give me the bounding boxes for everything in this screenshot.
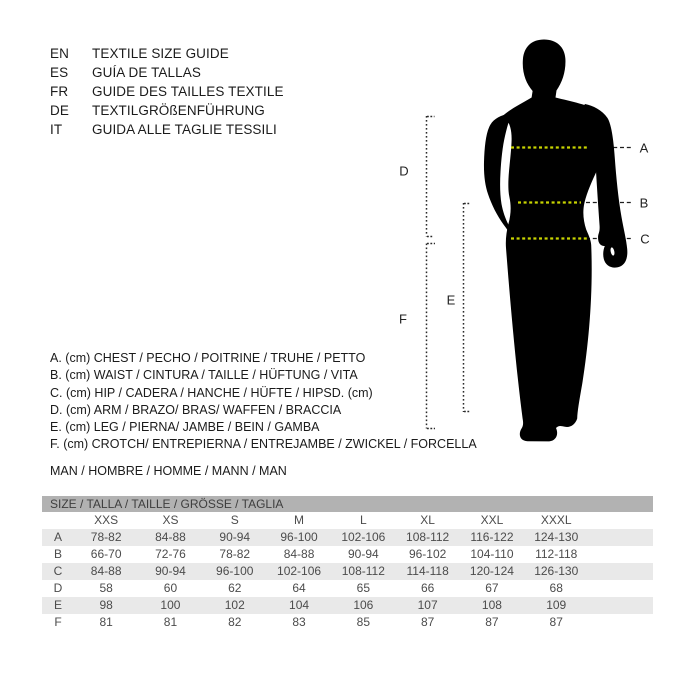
column-spacer [588, 614, 653, 631]
table-cell: 102 [224, 598, 245, 612]
table-cell: 67 [485, 581, 499, 595]
column-header-m: M [294, 513, 305, 527]
table-cell: 120-124 [469, 564, 514, 578]
legend-item-arm: D. (cm) ARM / BRAZO/ BRAS/ WAFFEN / BRACCIA [50, 402, 342, 417]
column-header-xxl: XXL [480, 513, 504, 527]
table-cell: 64 [292, 581, 306, 595]
guide-title: GUIDE DES TAILLES TEXTILE [92, 84, 284, 99]
table-cell: 72-76 [155, 547, 186, 561]
table-cell: 81 [99, 615, 113, 629]
table-cell: 102-106 [277, 564, 322, 578]
guide-title: GUÍA DE TALLAS [92, 65, 201, 80]
language-code: FR [50, 84, 69, 99]
table-cell: 58 [99, 581, 113, 595]
legend-item-crotch: F. (cm) CROTCH/ ENTREPIERNA / ENTREJAMBE / ZWICKEL / FORCELLA [50, 437, 477, 452]
column-header-blank [42, 512, 74, 529]
table-cell: 96-102 [408, 547, 447, 561]
table-cell: 81 [163, 615, 178, 629]
table-row [42, 529, 653, 546]
column-header-xl: XL [420, 513, 435, 527]
measure-label-c: C [640, 231, 650, 247]
column-header-xxs: XXS [94, 513, 119, 527]
table-cell: 114-118 [406, 564, 449, 578]
table-row [42, 614, 653, 631]
table-cell: 98 [99, 598, 113, 612]
table-cell: 82 [228, 615, 242, 629]
table-cell: 83 [292, 615, 306, 629]
language-code: ES [50, 65, 69, 80]
column-header-xs: XS [162, 513, 179, 527]
table-cell: 68 [549, 581, 563, 595]
measure-label-e: E [446, 292, 456, 308]
row-label: C [53, 564, 63, 578]
table-cell: 96-100 [280, 530, 318, 544]
measure-label-a: A [639, 140, 649, 156]
table-cell: 87 [549, 615, 563, 629]
size-table [42, 496, 653, 631]
table-row [42, 563, 653, 580]
table-cell: 109 [546, 598, 567, 612]
table-cell: 90-94 [219, 530, 251, 544]
table-cell: 78-82 [90, 530, 122, 544]
guide-title: TEXTILGRÖßENFÜHRUNG [92, 103, 265, 118]
language-code: DE [50, 103, 69, 118]
table-cell: 96-100 [216, 564, 254, 578]
table-cell: 84-88 [155, 530, 186, 544]
language-code: EN [50, 46, 69, 61]
guide-title: GUIDA ALLE TAGLIE TESSILI [92, 122, 277, 137]
table-cell: 90-94 [155, 564, 186, 578]
table-cell: 66 [420, 581, 435, 595]
guide-title: TEXTILE SIZE GUIDE [92, 46, 229, 61]
table-cell: 90-94 [347, 547, 379, 561]
row-label: A [53, 530, 62, 544]
table-cell: 78-82 [219, 547, 251, 561]
table-cell: 85 [356, 615, 371, 629]
table-cell: 108-112 [341, 564, 385, 578]
language-code: IT [50, 122, 63, 137]
column-spacer [588, 512, 653, 529]
table-cell: 116-122 [470, 530, 514, 544]
row-label: F [54, 615, 62, 629]
table-cell: 87 [420, 615, 435, 629]
table-cell: 62 [228, 581, 242, 595]
row-label: D [53, 581, 63, 595]
row-label: B [53, 547, 62, 561]
gender-line: MAN / HOMBRE / HOMME / MANN / MAN [50, 464, 287, 478]
row-label: E [53, 598, 62, 612]
table-cell: 112-118 [535, 547, 578, 561]
legend-item-waist: B. (cm) WAIST / CINTURA / TAILLE / HÜFTUNG / VITA [50, 368, 358, 383]
column-spacer [588, 580, 653, 597]
table-cell: 66-70 [90, 547, 122, 561]
column-spacer [588, 563, 653, 580]
table-cell: 102-106 [341, 530, 386, 544]
table-cell: 65 [356, 581, 371, 595]
column-header-s: S [230, 513, 239, 527]
table-cell: 126-130 [534, 564, 579, 578]
column-header-l: L [359, 513, 367, 527]
table-cell: 100 [160, 598, 181, 612]
table-cell: 124-130 [534, 530, 579, 544]
table-cell: 104-110 [470, 547, 514, 561]
measurement-legend [50, 350, 477, 454]
table-cell: 104 [289, 598, 310, 612]
silhouette-body [503, 40, 608, 442]
size-table-column-headers [42, 512, 653, 529]
table-row [42, 597, 653, 614]
table-cell: 106 [353, 598, 374, 612]
measure-label-f: F [399, 311, 407, 327]
measure-label-b: B [639, 195, 649, 211]
table-cell: 84-88 [283, 547, 315, 561]
table-cell: 60 [163, 581, 178, 595]
table-cell: 108-112 [406, 530, 450, 544]
legend-item-chest: A. (cm) CHEST / PECHO / POITRINE / TRUHE / PETTO [50, 351, 366, 365]
legend-item-hip: C. (cm) HIP / CADERA / HANCHE / HÜFTE / HIPSD. (cm) [50, 385, 373, 400]
column-header-xxxl: XXXL [540, 513, 572, 527]
column-spacer [588, 546, 653, 563]
column-spacer [588, 597, 653, 614]
column-spacer [588, 529, 653, 546]
table-cell: 107 [417, 598, 438, 612]
table-row [42, 580, 653, 597]
table-row [42, 546, 653, 563]
measure-label-d: D [399, 163, 409, 179]
table-cell: 108 [481, 598, 502, 612]
table-cell: 84-88 [90, 564, 122, 578]
table-cell: 87 [485, 615, 499, 629]
size-table-title: SIZE / TALLA / TAILLE / GRÖSSE / TAGLIA [42, 496, 653, 512]
legend-item-leg: E. (cm) LEG / PIERNA/ JAMBE / BEIN / GAMBA [50, 420, 320, 435]
